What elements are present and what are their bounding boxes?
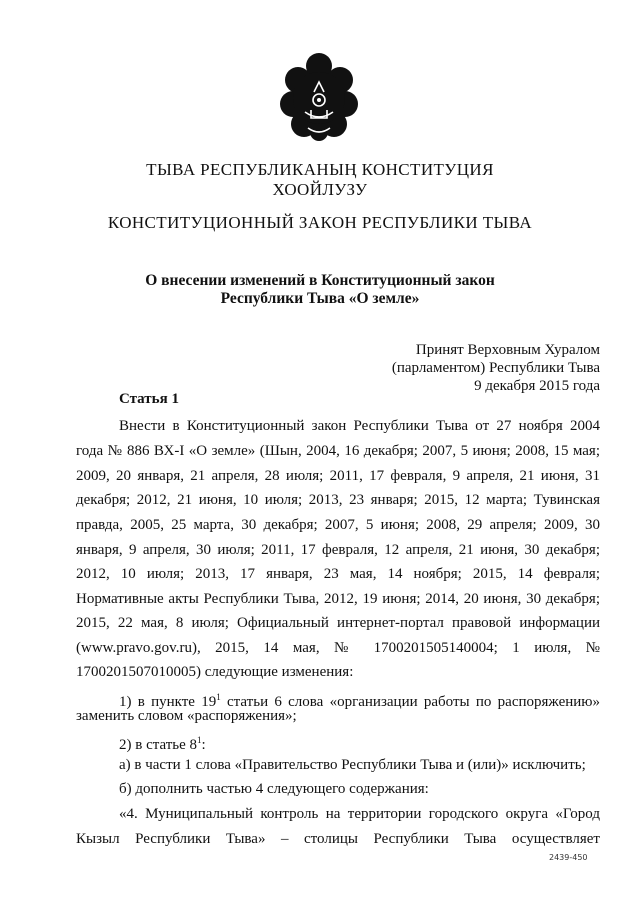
article-line-9: 2015, 22 мая, 8 июля; Официальный интернет-портал правовой информации — [76, 615, 600, 631]
item-2-line — [119, 731, 206, 754]
tuvan-title-line-2: ХООЙЛУЗУ — [272, 180, 368, 199]
item-2b-line: б) дополнить частью 4 следующего содержания: — [119, 781, 429, 797]
article-line-1: Внести в Конституционный закон Республики Тыва от 27 ноября 2004 — [119, 418, 600, 434]
article-line-7: 2012, 10 июля; 2013, 17 января, 23 мая, 14 ноября; 2015, 14 февраля; — [76, 566, 600, 582]
item-1-prefix: 1) в пункте 19 — [119, 694, 217, 710]
item-1-superscript: 1 — [216, 692, 221, 702]
tuva-coat-of-arms-icon — [278, 52, 360, 142]
law-title-line-2: Республики Тыва «О земле» — [220, 290, 420, 307]
tuvan-title-line-1: ТЫВА РЕСПУБЛИКАНЫҢ КОНСТИТУЦИЯ — [146, 160, 494, 179]
item-2-superscript: 1 — [197, 735, 202, 745]
article-line-6: января, 9 апреля, 30 июля; 2011, 17 февраля, 12 апреля, 21 июня, 30 декабря; — [76, 542, 600, 558]
quote-line-1: «4. Муниципальный контроль на территории городского округа «Город — [119, 806, 600, 822]
quote-line-2: Кызыл Республики Тыва» – столицы Республики Тыва осуществляет — [76, 831, 600, 847]
article-line-11: 1700201507010005) следующие изменения: — [76, 664, 354, 680]
article-line-5: правда, 2005, 25 марта, 30 декабря; 2007, 5 июня; 2008, 29 апреля; 2009, 30 — [76, 517, 600, 533]
item-2-prefix: 2) в статье 8 — [119, 737, 198, 753]
adoption-line-2: (парламентом) Республики Тыва — [391, 360, 600, 376]
item-2a-line: а) в части 1 слова «Правительство Республики Тыва и (или)» исключить; — [119, 757, 586, 773]
article-line-3: 2009, 20 января, 21 апреля, 28 июля; 2011, 17 февраля, 9 апреля, 21 июня, 31 — [76, 468, 600, 484]
article-heading: Статья 1 — [119, 391, 179, 407]
article-line-10: (www.pravo.gov.ru), 2015, 14 мая, № 1700201505140004; 1 июля, № — [76, 640, 600, 656]
adoption-line-3: 9 декабря 2015 года — [474, 378, 600, 394]
item-1-line-2: заменить словом «распоряжения»; — [76, 708, 297, 724]
item-2-suffix: : — [201, 737, 206, 753]
article-line-8: Нормативные акты Республики Тыва, 2012, 19 июня; 2014, 20 июня, 30 декабря; — [76, 591, 600, 607]
document-code: 2439-450 — [549, 853, 588, 862]
article-line-4: декабря; 2012, 21 июня, 10 июля; 2013, 23 января; 2015, 12 марта; Тувинская — [76, 492, 600, 508]
item-1-suffix: статьи 6 слова «организации работы по распоряжению» — [220, 694, 600, 710]
russian-title: КОНСТИТУЦИОННЫЙ ЗАКОН РЕСПУБЛИКИ ТЫВА — [107, 213, 533, 232]
adoption-line-1: Принят Верховным Хуралом — [415, 342, 600, 358]
article-line-2: года № 886 ВХ-I «О земле» (Шын, 2004, 16 декабря; 2007, 5 июня; 2008, 15 мая; — [76, 443, 600, 459]
law-title-line-1: О внесении изменений в Конституционный закон — [145, 272, 495, 289]
